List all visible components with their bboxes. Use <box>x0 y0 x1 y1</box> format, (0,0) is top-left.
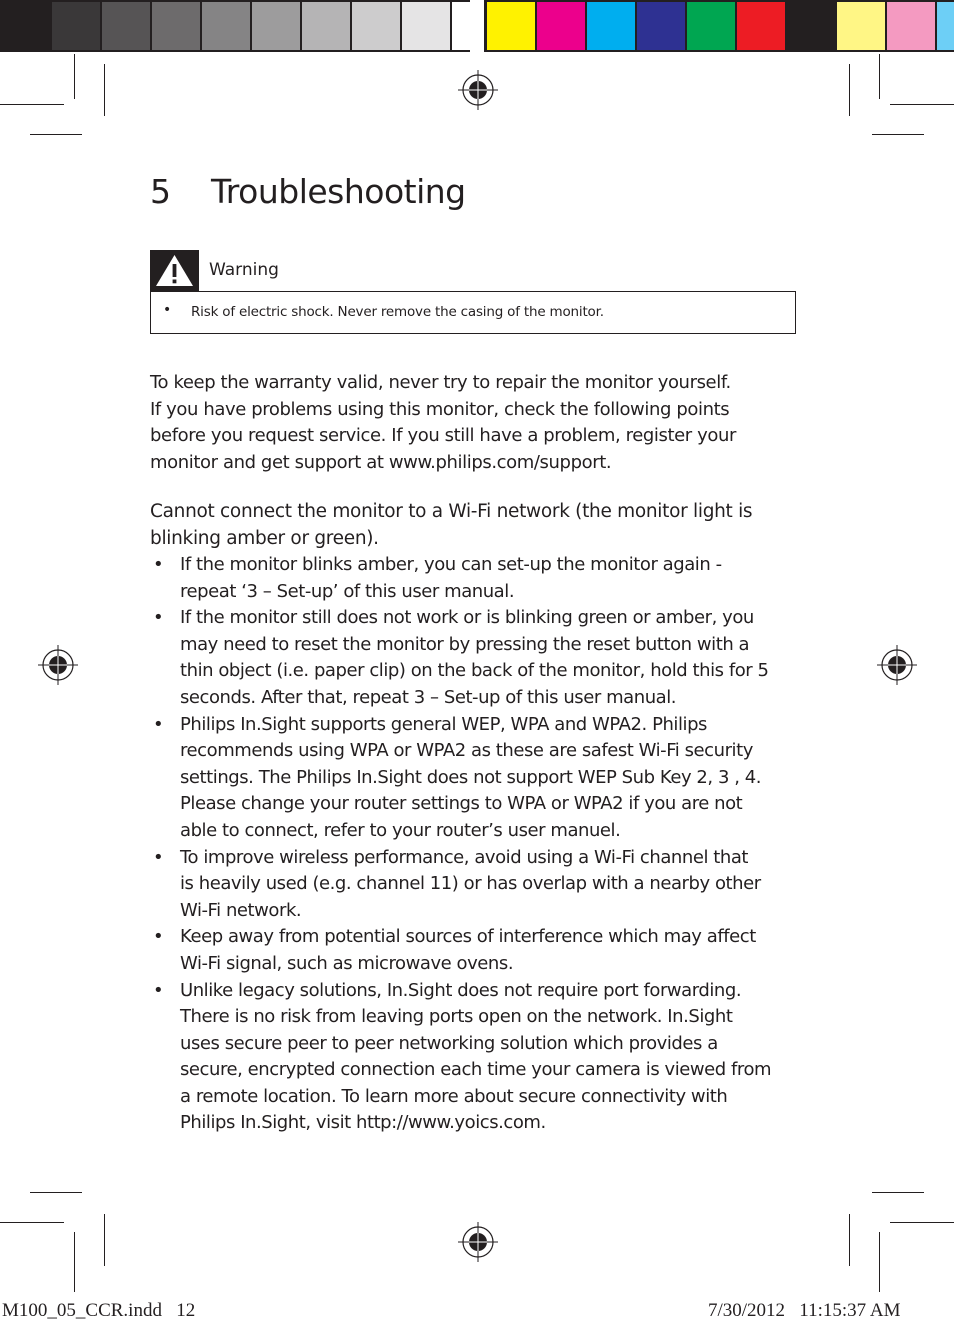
section-heading-line: Cannot connect the monitor to a Wi-Fi network (the monitor light is <box>150 501 753 522</box>
crop-mark <box>872 1192 924 1193</box>
color-swatch <box>587 2 635 50</box>
color-swatch <box>887 2 935 50</box>
warning-label: Warning <box>209 260 279 280</box>
color-swatch <box>102 2 150 50</box>
chapter-title: Troubleshooting <box>211 172 466 211</box>
list-item-line: Wi-Fi network. <box>180 899 302 921</box>
bullet-dot: • <box>153 926 164 948</box>
bullet-dot: • <box>153 607 164 629</box>
troubleshooting-list <box>150 552 830 1137</box>
crop-mark <box>74 54 75 99</box>
registration-target-icon <box>458 1222 498 1262</box>
color-swatch <box>252 2 300 50</box>
list-item <box>150 924 830 977</box>
list-item <box>150 978 830 1138</box>
color-swatch <box>487 2 535 50</box>
intro-paragraph <box>150 370 810 477</box>
section-heading-line: blinking amber or green). <box>150 528 379 549</box>
list-item-line: able to connect, refer to your router’s user manuel. <box>180 819 621 841</box>
warning-triangle-icon <box>150 250 199 291</box>
bullet-dot: • <box>153 846 164 868</box>
crop-mark <box>30 134 82 135</box>
warning-text: Risk of electric shock. Never remove the casing of the monitor. <box>191 304 604 320</box>
list-item-line: If the monitor still does not work or is blinking green or amber, you <box>180 607 754 629</box>
chapter-number: 5 <box>150 172 171 211</box>
list-item-line: secure, encrypted connection each time your camera is viewed from <box>180 1059 772 1081</box>
color-swatch <box>537 2 585 50</box>
list-item <box>150 845 830 925</box>
registration-target-icon <box>38 645 78 685</box>
intro-line: To keep the warranty valid, never try to repair the monitor yourself. <box>150 372 731 393</box>
crop-mark <box>849 64 850 116</box>
bullet-dot: • <box>153 979 164 1001</box>
registration-target-icon <box>458 70 498 110</box>
list-item-line: Philips In.Sight supports general WEP, WPA and WPA2. Philips <box>180 713 707 735</box>
list-item <box>150 605 830 711</box>
warning-bullet: • <box>163 302 172 318</box>
list-item <box>150 552 830 605</box>
list-item <box>150 712 830 845</box>
list-item-line: uses secure peer to peer networking solution which provides a <box>180 1032 718 1054</box>
crop-mark <box>104 64 105 116</box>
list-item-line: Wi-Fi signal, such as microwave ovens. <box>180 952 514 974</box>
list-item-line: is heavily used (e.g. channel 11) or has overlap with a nearby other <box>180 873 761 895</box>
crop-mark <box>0 104 64 105</box>
color-swatch <box>352 2 400 50</box>
list-item-line: repeat ‘3 – Set-up’ of this user manual. <box>180 580 515 602</box>
crop-mark <box>872 134 924 135</box>
color-swatch <box>152 2 200 50</box>
list-item-line: Philips In.Sight, visit http://www.yoics.com. <box>180 1112 546 1134</box>
list-item-line: To improve wireless performance, avoid using a Wi-Fi channel that <box>180 846 749 868</box>
color-swatch <box>837 2 885 50</box>
list-item-line: Keep away from potential sources of interference which may affect <box>180 926 756 948</box>
crop-mark <box>890 1222 954 1223</box>
color-swatch <box>787 2 835 50</box>
intro-line: monitor and get support at www.philips.com/support. <box>150 452 612 474</box>
list-item-line: a remote location. To learn more about secure connectivity with <box>180 1085 728 1107</box>
crop-mark <box>104 1214 105 1266</box>
crop-mark <box>30 1192 82 1193</box>
color-swatch <box>302 2 350 50</box>
footer-timestamp: 7/30/2012 11:15:37 AM <box>708 1300 901 1321</box>
list-item-line: seconds. After that, repeat 3 – Set-up of this user manual. <box>180 686 677 708</box>
bullet-dot: • <box>153 554 164 575</box>
crop-mark <box>879 54 880 99</box>
list-item-line: settings. The Philips In.Sight does not support WEP Sub Key 2, 3 , 4. <box>180 766 762 788</box>
crop-mark <box>879 1232 880 1292</box>
intro-line: If you have problems using this monitor, check the following points <box>150 398 730 420</box>
warning-header <box>150 250 796 291</box>
color-swatch <box>937 2 954 50</box>
color-swatch <box>52 2 100 50</box>
list-item-line: There is no risk from leaving ports open on the network. In.Sight <box>180 1006 733 1028</box>
warning-icon-box <box>150 250 199 291</box>
crop-mark <box>890 104 954 105</box>
warning-box <box>150 291 796 334</box>
crop-mark <box>74 1232 75 1292</box>
registration-target-icon <box>877 645 917 685</box>
crop-mark <box>849 1214 850 1266</box>
intro-line: before you request service. If you still have a problem, register your <box>150 425 737 447</box>
color-swatch <box>737 2 785 50</box>
list-item-line: may need to reset the monitor by pressing the reset button with a <box>180 633 750 655</box>
color-swatch <box>402 2 450 50</box>
section-heading <box>150 498 820 552</box>
list-item-line: Unlike legacy solutions, In.Sight does not require port forwarding. <box>180 979 742 1001</box>
color-swatch <box>687 2 735 50</box>
color-swatch <box>202 2 250 50</box>
color-swatch <box>2 2 50 50</box>
list-item-line: Please change your router settings to WPA or WPA2 if you are not <box>180 793 743 815</box>
list-item-line: thin object (i.e. paper clip) on the back of the monitor, hold this for 5 <box>180 660 769 682</box>
bullet-dot: • <box>153 713 164 735</box>
crop-mark <box>0 1222 64 1223</box>
color-swatch <box>637 2 685 50</box>
footer-file-slug: M100_05_CCR.indd 12 <box>2 1300 196 1321</box>
list-item-line: recommends using WPA or WPA2 as these are safest Wi-Fi security <box>180 740 753 762</box>
list-item-line: If the monitor blinks amber, you can set-up the monitor again - <box>180 554 722 575</box>
